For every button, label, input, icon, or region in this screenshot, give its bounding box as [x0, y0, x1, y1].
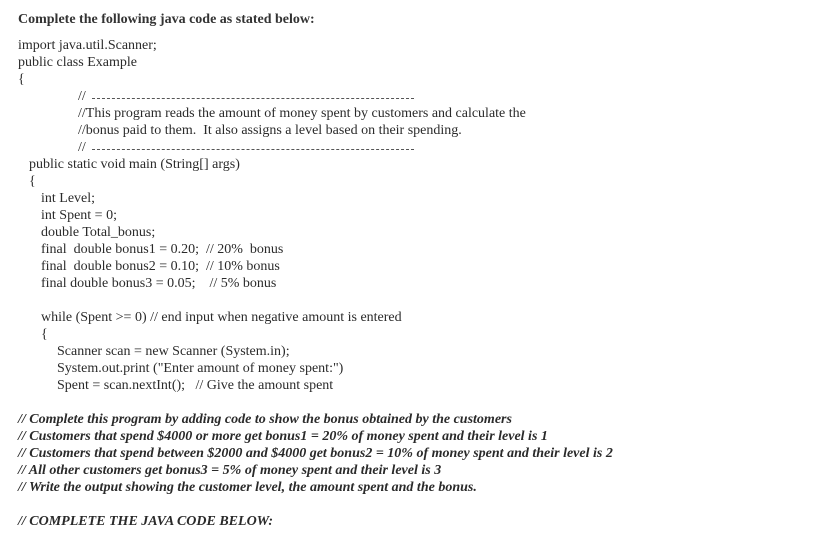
code-var-bonus1: final double bonus1 = 0.20; // 20% bonus [41, 242, 284, 257]
code-var-bonus2: final double bonus2 = 0.10; // 10% bonus [41, 259, 280, 274]
page-heading: Complete the following java code as stated below: [18, 12, 315, 27]
instruction-line: // Complete this program by adding code to show the bonus obtained by the customers [18, 412, 512, 427]
code-var-spent: int Spent = 0; [41, 208, 117, 223]
code-scanner-line: Scanner scan = new Scanner (System.in); [57, 344, 290, 359]
code-import: import java.util.Scanner; [18, 38, 157, 53]
instruction-line: // Customers that spend between $2000 and $4000 get bonus2 = 10% of money spent and their level is 2 [18, 446, 613, 461]
code-var-level: int Level; [41, 191, 96, 206]
code-comment-line2: //bonus paid to them. It also assigns a level based on their spending. [78, 123, 462, 138]
code-comment-bottom: // [78, 140, 86, 155]
instruction-line: // Customers that spend $4000 or more get bonus1 = 20% of money spent and their level is 1 [18, 429, 548, 444]
comment-divider-bottom [92, 149, 414, 150]
code-var-bonus3: final double bonus3 = 0.05; // 5% bonus [41, 276, 277, 291]
code-var-total: double Total_bonus; [41, 225, 156, 240]
comment-divider-top [92, 98, 414, 99]
code-class-decl: public class Example [18, 55, 137, 70]
code-read-line: Spent = scan.nextInt(); // Give the amount spent [57, 378, 334, 393]
code-comment-top: // [78, 89, 86, 104]
code-open-brace-main: { [29, 174, 36, 189]
code-print-line: System.out.print ("Enter amount of money spent:") [57, 361, 344, 376]
instruction-line: // All other customers get bonus3 = 5% of money spent and their level is 3 [18, 463, 442, 478]
code-open-brace-while: { [41, 327, 48, 342]
code-main-decl: public static void main (String[] args) [29, 157, 240, 172]
instruction-line: // Write the output showing the customer level, the amount spent and the bonus. [18, 480, 477, 495]
final-instruction: // COMPLETE THE JAVA CODE BELOW: [18, 514, 274, 529]
code-comment-line1: //This program reads the amount of money spent by customers and calculate the [78, 106, 526, 121]
code-open-brace-class: { [18, 72, 25, 87]
code-while-line: while (Spent >= 0) // end input when negative amount is entered [41, 310, 402, 325]
